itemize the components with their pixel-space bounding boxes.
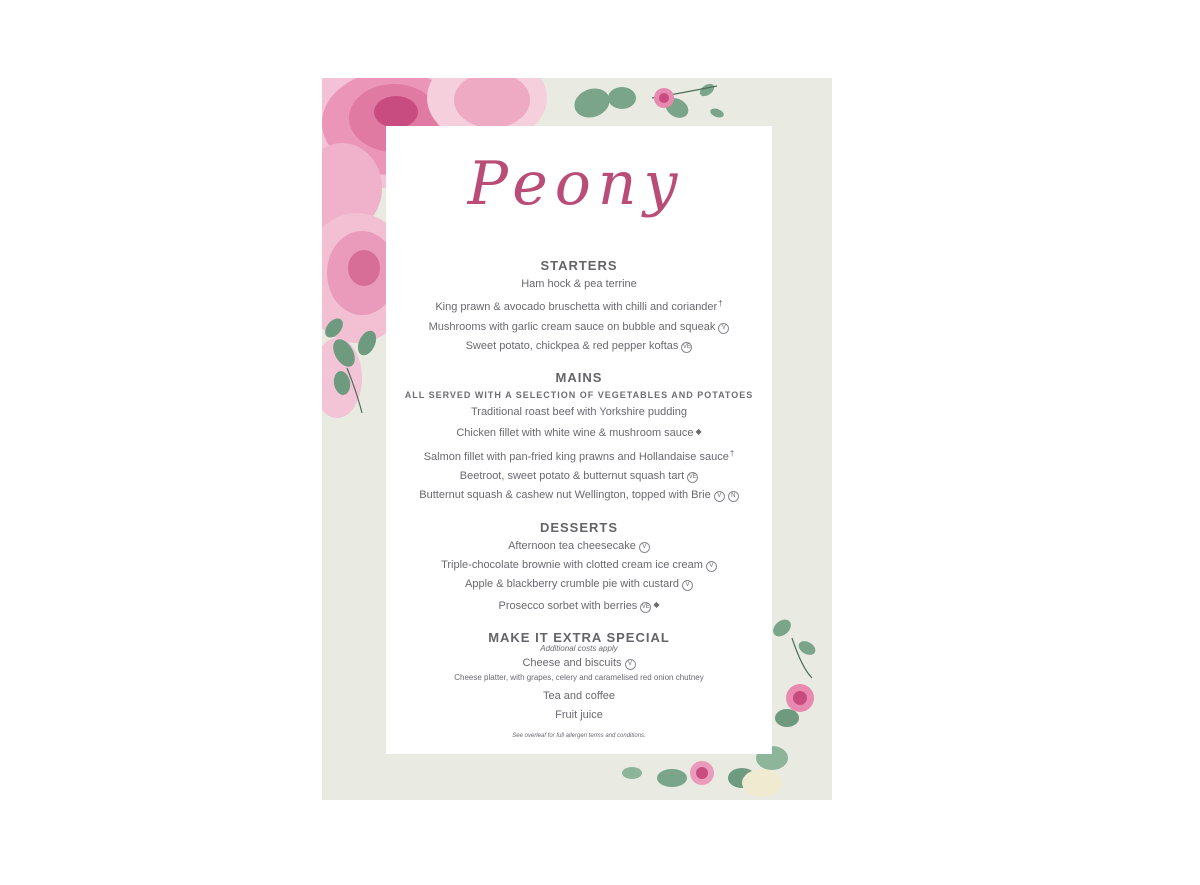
footer-note: See overleaf for full allergen terms and conditions. [512, 733, 646, 739]
vegan-icon: VE [640, 602, 651, 613]
vegan-icon: VE [681, 342, 692, 353]
menu-title [386, 132, 772, 232]
menu-item: Prosecco sorbet with berries VE ◆ [498, 599, 660, 612]
menu-item: Tea and coffee [543, 690, 615, 703]
menu-item: Afternoon tea cheesecake V [386, 537, 772, 556]
vegetarian-icon: V [639, 542, 650, 553]
menu-content [386, 256, 772, 738]
starters-section [386, 256, 772, 356]
menu-item: Fruit juice [555, 709, 603, 722]
vegetarian-icon: V [706, 561, 717, 572]
section-heading: MAINS [555, 370, 603, 386]
menu-card [386, 126, 772, 754]
menu-item: Ham hock & pea terrine [521, 278, 637, 290]
eucalyptus-leaves-top-right [570, 81, 725, 122]
section-heading: STARTERS [540, 258, 618, 273]
vegetarian-icon: V [718, 323, 729, 334]
vegetarian-icon: V [682, 580, 693, 591]
desserts-section [386, 518, 772, 616]
section-subheading: ALL SERVED WITH A SELECTION OF VEGETABLES AND POTATOES [404, 390, 754, 401]
extra-section [386, 628, 772, 726]
dagger-mark: † [718, 299, 723, 309]
menu-item: Cheese and biscuits V [386, 654, 772, 673]
vegetarian-icon: V [714, 491, 725, 502]
diamond-mark: ◆ [695, 427, 702, 437]
menu-item: Mushrooms with garlic cream sauce on bubble and squeak V [386, 318, 772, 337]
menu-item: King prawn & avocado bruschetta with chilli and coriander† [435, 299, 723, 314]
dagger-mark: † [729, 448, 735, 458]
vegan-icon: VE [687, 472, 698, 483]
menu-item: Sweet potato, chickpea & red pepper koftas VE [465, 339, 691, 352]
menu-item: Salmon fillet with pan-fried king prawns and Hollandaise sauce† [423, 448, 735, 463]
menu-item: Chicken fillet with white wine & mushroom sauce ◆ [456, 427, 702, 440]
vegetarian-icon: V [625, 659, 636, 670]
menu-item: Butternut squash & cashew nut Wellington, topped with Brie V N [386, 486, 772, 505]
section-heading: DESSERTS [539, 519, 619, 535]
section-note: Additional costs apply [540, 643, 618, 653]
menu-item: Beetroot, sweet potato & butternut squash tart VE [459, 470, 697, 483]
menu-item-description: Cheese platter, with grapes, celery and caramelised red onion chutney [454, 673, 704, 683]
nuts-icon: N [728, 491, 739, 502]
mains-section [386, 368, 772, 505]
menu-item: Traditional roast beef with Yorkshire pudding [470, 406, 688, 419]
section-heading: MAKE IT EXTRA SPECIAL [488, 629, 670, 645]
menu-title-text: Peony [467, 149, 685, 219]
menu-item: Apple & blackberry crumble pie with custard V [386, 575, 772, 594]
diamond-mark: ◆ [653, 599, 660, 609]
menu-item: Triple-chocolate brownie with clotted cream ice cream V [386, 556, 772, 575]
